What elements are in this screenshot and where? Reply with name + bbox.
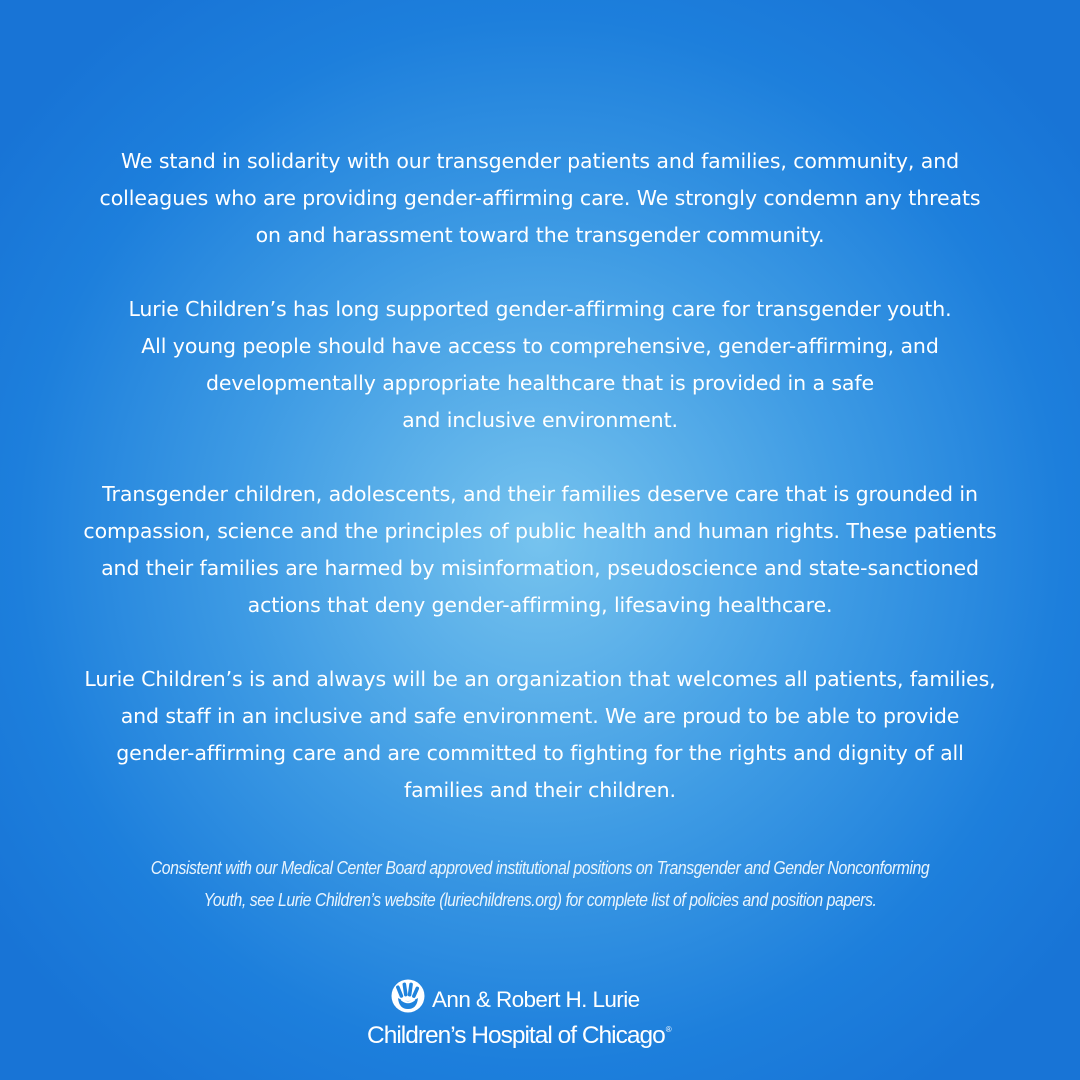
registered-mark: ® — [665, 1025, 671, 1034]
footnote-line: Consistent with our Medical Center Board approved institutional positions on Transgender and Gender Nonconforming — [150, 858, 930, 878]
paragraph-line: and inclusive environment. — [402, 408, 678, 432]
logo-line-2-text: Children’s Hospital of Chicago — [367, 1022, 665, 1049]
paragraph-line: and staff in an inclusive and safe environment. We are proud to be able to provide — [120, 704, 960, 728]
paragraph-line: All young people should have access to comprehensive, gender-affirming, and — [141, 334, 939, 358]
hand-icon — [389, 978, 431, 1014]
paragraph-commitment — [40, 661, 1040, 809]
hospital-logo — [0, 976, 1080, 1049]
footnote — [100, 852, 980, 916]
paragraph-line: colleagues who are providing gender-affirming care. We strongly condemn any threats — [99, 186, 981, 210]
logo-line-1: Ann & Robert H. Lurie — [432, 987, 640, 1012]
paragraph-line: Transgender children, adolescents, and their families deserve care that is grounded in — [102, 482, 978, 506]
paragraph-line: Lurie Children’s has long supported gender-affirming care for transgender youth. — [128, 297, 952, 321]
paragraph-line: Lurie Children’s is and always will be an organization that welcomes all patients, families, — [84, 667, 996, 691]
paragraph-line: We stand in solidarity with our transgender patients and families, community, and — [120, 149, 960, 173]
paragraph-line: developmentally appropriate healthcare that is provided in a safe — [205, 371, 875, 395]
paragraph-support — [40, 291, 1040, 439]
paragraph-solidarity — [40, 143, 1040, 254]
paragraph-line: on and harassment toward the transgender community. — [255, 223, 825, 247]
paragraph-line: actions that deny gender-affirming, lifesaving healthcare. — [247, 593, 833, 617]
paragraph-care — [40, 476, 1040, 624]
paragraph-line: compassion, science and the principles of public health and human rights. These patients — [83, 519, 997, 543]
paragraph-line: families and their children. — [404, 778, 676, 802]
footnote-line: Youth, see Lurie Children’s website (luriechildrens.org) for complete list of policies and position papers. — [203, 890, 877, 910]
paragraph-line: and their families are harmed by misinformation, pseudoscience and state-sanctioned — [101, 556, 979, 580]
statement-body — [40, 143, 1040, 846]
logo-line-2 — [367, 1016, 671, 1050]
paragraph-line: gender-affirming care and are committed to fighting for the rights and dignity of all — [116, 741, 964, 765]
